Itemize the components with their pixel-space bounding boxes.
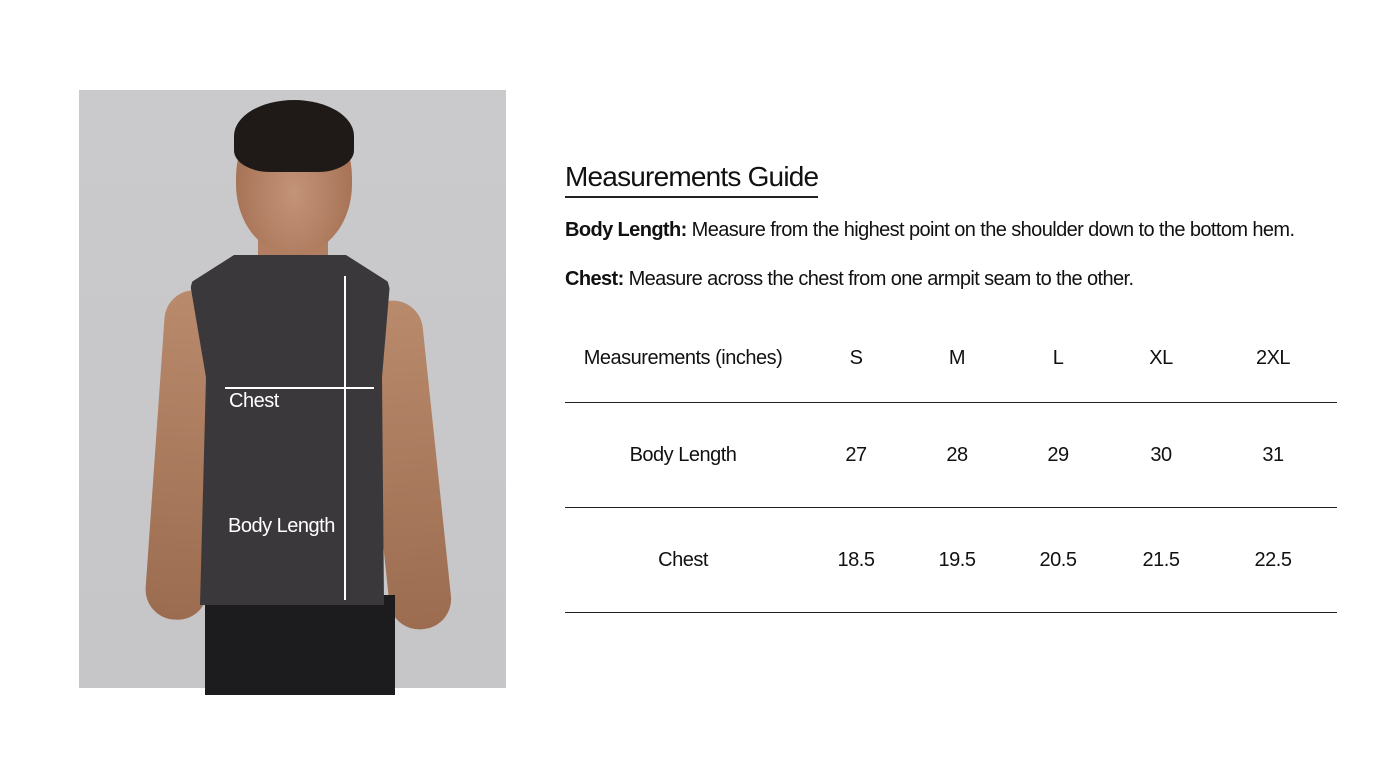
header-size-2xl: 2XL bbox=[1255, 346, 1291, 369]
header-size-xl: XL bbox=[1149, 346, 1173, 369]
body-length-overlay-label: Body Length bbox=[228, 515, 335, 537]
cell-value: 27 bbox=[845, 443, 867, 466]
row-label: Body Length bbox=[629, 443, 737, 466]
header-size-s: S bbox=[849, 346, 863, 369]
cell-value: 21.5 bbox=[1142, 548, 1180, 571]
header-size-l: L bbox=[1052, 346, 1064, 369]
chest-measure-line bbox=[225, 387, 374, 389]
size-chart-table bbox=[565, 314, 1337, 613]
description-term: Chest: bbox=[565, 268, 624, 290]
header-size-m: M bbox=[948, 346, 966, 369]
chest-description bbox=[565, 267, 1133, 291]
cell-value: 18.5 bbox=[837, 548, 875, 571]
cell-value: 30 bbox=[1150, 443, 1172, 466]
description-term: Body Length: bbox=[565, 219, 687, 241]
table-header-row bbox=[565, 314, 1337, 403]
description-text: Measure from the highest point on the shoulder down to the bottom hem. bbox=[686, 219, 1295, 241]
model-hair bbox=[234, 100, 354, 172]
cell-value: 28 bbox=[946, 443, 968, 466]
tank-top bbox=[190, 255, 390, 605]
cell-value: 20.5 bbox=[1039, 548, 1077, 571]
page-title: Measurements Guide bbox=[565, 160, 818, 198]
body-length-description bbox=[565, 218, 1294, 242]
model-shorts bbox=[205, 595, 395, 695]
cell-value: 31 bbox=[1262, 443, 1284, 466]
table-row bbox=[565, 403, 1337, 508]
header-measurements: Measurements (inches) bbox=[583, 346, 783, 369]
cell-value: 19.5 bbox=[938, 548, 976, 571]
chest-overlay-label: Chest bbox=[229, 390, 279, 412]
cell-value: 22.5 bbox=[1254, 548, 1292, 571]
table-row bbox=[565, 508, 1337, 613]
body-length-measure-line bbox=[344, 276, 346, 600]
row-label: Chest bbox=[658, 548, 708, 571]
description-text: Measure across the chest from one armpit seam to the other. bbox=[623, 268, 1134, 290]
cell-value: 29 bbox=[1047, 443, 1069, 466]
